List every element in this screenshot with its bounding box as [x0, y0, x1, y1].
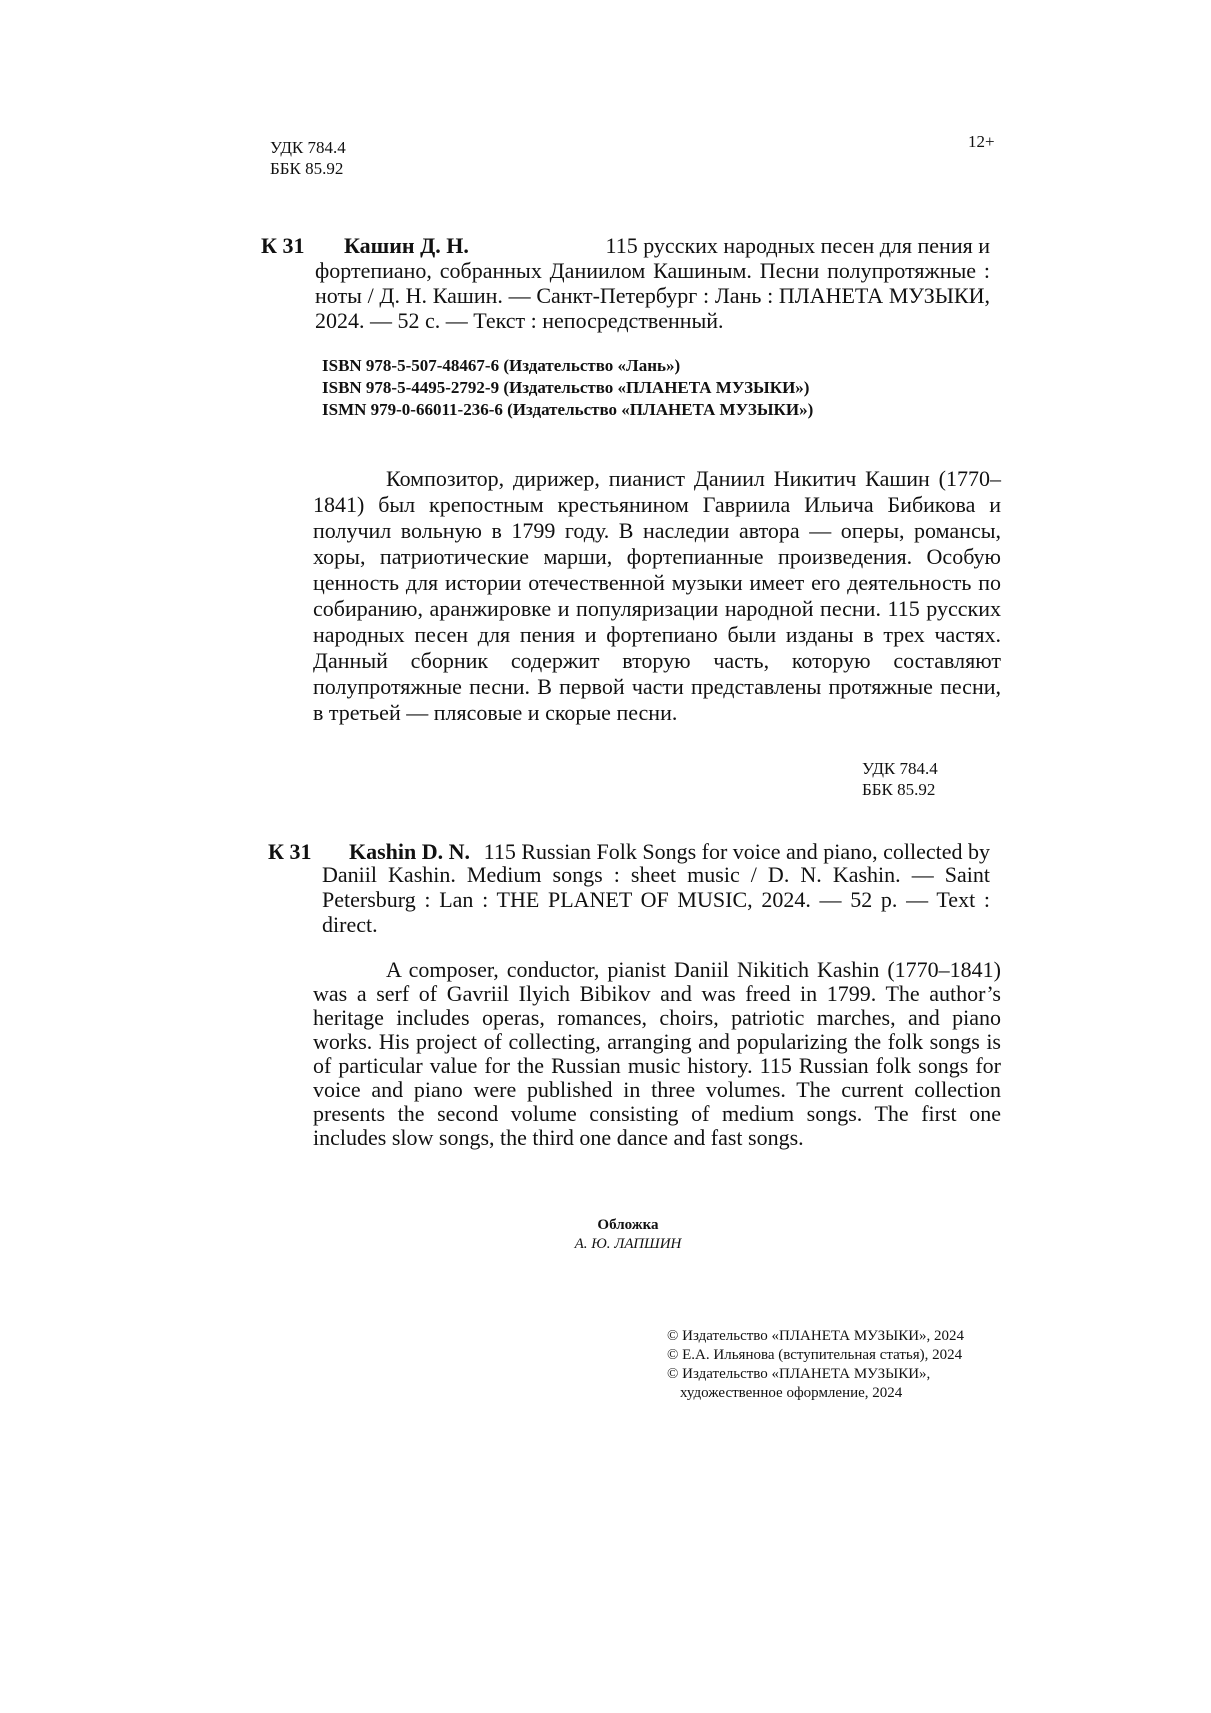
ru-entry-title-start: 115 русских народных песен для пения и — [605, 233, 990, 258]
header-codes — [270, 137, 346, 179]
isbn-line: ISBN 978-5-4495-2792-9 (Издательство «ПЛАНЕТА МУЗЫКИ») — [322, 378, 810, 397]
ru-entry-code: К 31 — [261, 233, 305, 258]
ru-entry-first-line — [344, 233, 990, 258]
en-entry-body: Daniil Kashin. Medium songs : sheet music / D. N. Kashin. — Saint Petersburg : Lan : THE PLANET OF MUSIC, 2024. — 52 p. — Text : direct. — [322, 862, 990, 937]
isbn-block — [322, 355, 813, 421]
age-rating: 12+ — [968, 132, 995, 151]
bbk-code: ББК 85.92 — [270, 159, 344, 178]
bbk-code: ББК 85.92 — [862, 780, 936, 799]
mid-codes — [862, 758, 938, 800]
ru-entry-author: Кашин Д. Н. — [344, 233, 469, 258]
en-entry-title-start: 115 Russian Folk Songs for voice and piano, collected by — [483, 839, 990, 864]
en-annotation: A composer, conductor, pianist Daniil Nikitich Kashin (1770–1841) was a serf of Gavriil Ilyich Bibikov and was freed in 1799. The author’s heritage includes operas, romances, choirs, patriotic marches, and piano works. His project of collecting, arranging and popularizing the folk songs is of particular value for the Russian music history. 115 Russian folk songs for voice and piano were published in three volumes. The current collection presents the second volume consisting of medium songs. The first one includes slow songs, the third one dance and fast songs. — [313, 957, 1001, 1150]
en-entry-code: К 31 — [268, 839, 312, 864]
ismn-line: ISMN 979-0-66011-236-6 (Издательство «ПЛАНЕТА МУЗЫКИ») — [322, 400, 814, 419]
ru-entry-body: фортепиано, собранных Даниилом Кашиным. Песни полупротяжные : ноты / Д. Н. Кашин. — Санкт-Петербург : Лань : ПЛАНЕТА МУЗЫКИ, 2024. — 52 с. — Текст : непосредственный. — [315, 258, 990, 333]
udk-code: УДК 784.4 — [862, 759, 938, 778]
ru-annotation: Композитор, дирижер, пианист Даниил Никитич Кашин (1770–1841) был крепостным крестьянином Гавриила Ильича Бибикова и получил вольную в 1799 году. В наследии автора — оперы, романсы, хоры, патриотические марши, фортепианные произведения. Особую ценность для истории отечественной музыки имеет его деятельность по собиранию, аранжировке и популяризации народной песни. 115 русских народных песен для пения и фортепиано были изданы в трех частях. Данный сборник содержит вторую часть, которую составляют полупротяжные песни. В первой части представлены протяжные песни, в третьей — плясовые и скорые песни. — [313, 466, 1001, 725]
cover-label: Обложка — [597, 1217, 659, 1233]
copyright-line: © Издательство «ПЛАНЕТА МУЗЫКИ», 2024 — [667, 1328, 965, 1344]
en-entry-first-line — [349, 839, 990, 864]
copyright-line: художественное оформление, 2024 — [680, 1385, 903, 1401]
copyright-line: © Е.А. Ильянова (вступительная статья), 2024 — [667, 1347, 963, 1363]
udk-code: УДК 784.4 — [270, 138, 346, 157]
cover-credit — [528, 1216, 728, 1254]
copyright-line: © Издательство «ПЛАНЕТА МУЗЫКИ», — [667, 1366, 931, 1382]
cover-designer: А. Ю. ЛАПШИН — [574, 1236, 682, 1252]
isbn-line: ISBN 978-5-507-48467-6 (Издательство «Лань») — [322, 356, 681, 375]
copyright-block — [667, 1327, 964, 1403]
en-entry-author: Kashin D. N. — [349, 839, 471, 864]
